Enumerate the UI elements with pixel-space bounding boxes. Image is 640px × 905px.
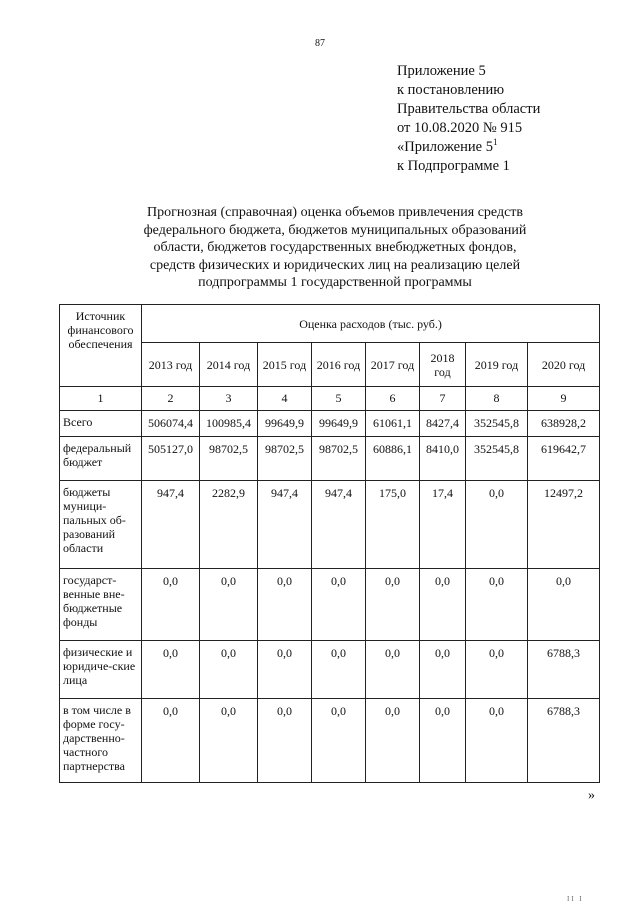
column-number: 3	[200, 387, 258, 411]
value-cell: 98702,5	[312, 437, 366, 481]
column-number: 2	[142, 387, 200, 411]
value-cell: 0,0	[466, 481, 528, 569]
year-header: 2015 год	[258, 343, 312, 387]
value-cell: 0,0	[312, 641, 366, 699]
appendix-superscript: 1	[492, 137, 498, 147]
value-cell: 0,0	[142, 699, 200, 783]
value-cell: 0,0	[258, 641, 312, 699]
appendix-line-text: «Приложение 5	[397, 139, 493, 155]
table-row-extrabudgetary-funds	[60, 569, 600, 641]
value-cell: 0,0	[312, 569, 366, 641]
row-label: государст-венные вне-бюджетные фонды	[60, 569, 142, 641]
column-number: 7	[420, 387, 466, 411]
value-cell: 619642,7	[528, 437, 600, 481]
column-number: 8	[466, 387, 528, 411]
year-header: 2013 год	[142, 343, 200, 387]
value-cell: 100985,4	[200, 411, 258, 437]
source-header: Источник финансового обеспечения	[60, 305, 142, 387]
table-row-total	[60, 411, 600, 437]
table-row-federal-budget	[60, 437, 600, 481]
value-cell: 0,0	[312, 699, 366, 783]
value-cell: 61061,1	[366, 411, 420, 437]
column-number: 9	[528, 387, 600, 411]
table-row-public-private-partnership	[60, 699, 600, 783]
column-number: 1	[60, 387, 142, 411]
row-label: бюджеты муници-пальных об-разований области	[60, 481, 142, 569]
value-cell: 99649,9	[312, 411, 366, 437]
column-number: 5	[312, 387, 366, 411]
row-label: федеральный бюджет	[60, 437, 142, 481]
appendix-line: Правительства области	[397, 101, 541, 117]
value-cell: 6788,3	[528, 641, 600, 699]
title-line: области, бюджетов государственных внебюджетных фондов,	[153, 240, 517, 255]
value-cell: 0,0	[366, 569, 420, 641]
value-cell: 175,0	[366, 481, 420, 569]
year-header: 2020 год	[528, 343, 600, 387]
value-cell: 0,0	[258, 569, 312, 641]
row-label: Всего	[60, 411, 142, 437]
value-cell: 0,0	[420, 699, 466, 783]
title-line: средств физических и юридических лиц на реализацию целей	[149, 257, 521, 273]
value-cell: 947,4	[312, 481, 366, 569]
year-header: 2016 год	[312, 343, 366, 387]
appendix-line: Приложение 5	[397, 63, 486, 79]
footer-mark: II I	[567, 895, 584, 903]
value-cell: 99649,9	[258, 411, 312, 437]
value-cell: 0,0	[142, 569, 200, 641]
page-number: 87	[315, 38, 325, 49]
value-cell: 0,0	[142, 641, 200, 699]
value-cell: 0,0	[200, 699, 258, 783]
year-header: 2018 год	[420, 343, 466, 387]
value-cell: 12497,2	[528, 481, 600, 569]
title-line: подпрограммы 1 государственной программы	[198, 275, 472, 290]
value-cell: 60886,1	[366, 437, 420, 481]
title-line: федерального бюджета, бюджетов муниципальных образований	[143, 222, 527, 238]
appendix-line: к Подпрограмме 1	[397, 158, 510, 174]
table-row-municipal-budgets	[60, 481, 600, 569]
value-cell: 0,0	[366, 699, 420, 783]
value-cell: 0,0	[258, 699, 312, 783]
row-label: в том числе в форме госу-дарственно-частного партнерства	[60, 699, 142, 783]
value-cell: 8410,0	[420, 437, 466, 481]
value-cell: 0,0	[200, 641, 258, 699]
value-cell: 506074,4	[142, 411, 200, 437]
value-cell: 0,0	[366, 641, 420, 699]
value-cell: 0,0	[466, 569, 528, 641]
financing-table	[59, 304, 600, 783]
value-cell: 0,0	[466, 699, 528, 783]
appendix-line	[397, 138, 632, 157]
value-cell: 2282,9	[200, 481, 258, 569]
document-title	[70, 204, 600, 292]
value-cell: 352545,8	[466, 411, 528, 437]
column-number-row	[60, 387, 600, 411]
value-cell: 0,0	[200, 569, 258, 641]
value-cell: 8427,4	[420, 411, 466, 437]
closing-quote: »	[588, 788, 595, 803]
value-cell: 6788,3	[528, 699, 600, 783]
row-label: физические и юридиче-ские лица	[60, 641, 142, 699]
value-cell: 352545,8	[466, 437, 528, 481]
value-cell: 505127,0	[142, 437, 200, 481]
year-header: 2014 год	[200, 343, 258, 387]
value-cell: 947,4	[258, 481, 312, 569]
year-header: 2017 год	[366, 343, 420, 387]
year-header: 2019 год	[466, 343, 528, 387]
estimate-header: Оценка расходов (тыс. руб.)	[142, 305, 600, 343]
column-number: 4	[258, 387, 312, 411]
value-cell: 98702,5	[258, 437, 312, 481]
value-cell: 638928,2	[528, 411, 600, 437]
value-cell: 0,0	[528, 569, 600, 641]
title-line: Прогнозная (справочная) оценка объемов привлечения средств	[146, 205, 524, 220]
column-number: 6	[366, 387, 420, 411]
value-cell: 0,0	[420, 569, 466, 641]
value-cell: 947,4	[142, 481, 200, 569]
value-cell: 17,4	[420, 481, 466, 569]
appendix-reference	[397, 62, 632, 176]
value-cell: 0,0	[466, 641, 528, 699]
value-cell: 0,0	[420, 641, 466, 699]
table-row-individuals-legal-entities	[60, 641, 600, 699]
appendix-line: от 10.08.2020 № 915	[397, 120, 523, 136]
value-cell: 98702,5	[200, 437, 258, 481]
appendix-line: к постановлению	[397, 82, 505, 98]
